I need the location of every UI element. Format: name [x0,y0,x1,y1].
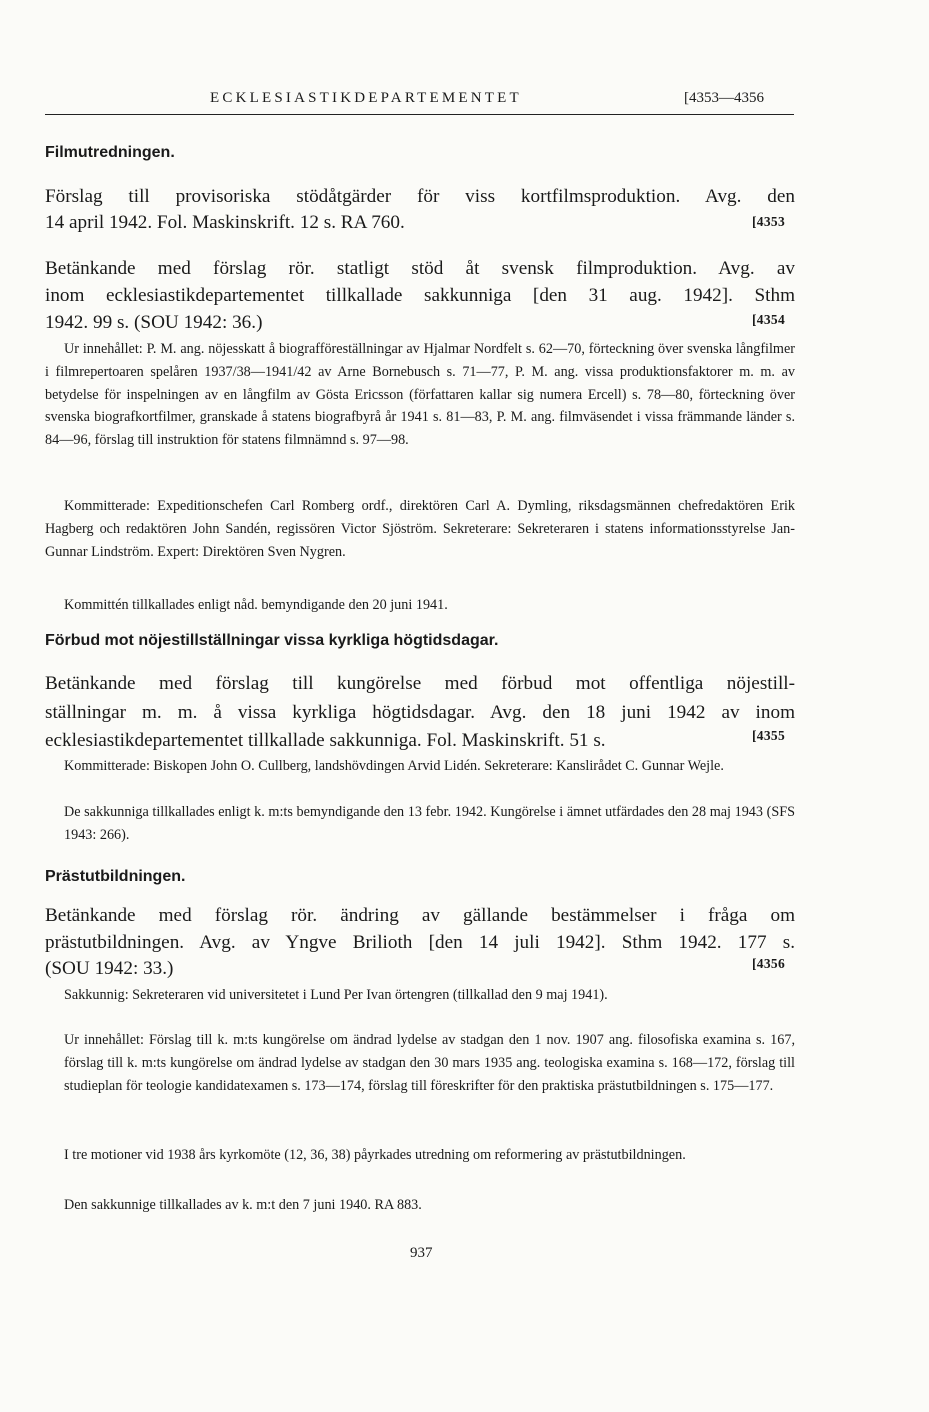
section-heading-filmutredningen: Filmutredningen. [45,144,175,161]
entry-4354-appointed: Kommittén tillkallades enligt nåd. bemyndigande den 20 juni 1941. [64,597,448,613]
page-number: 937 [410,1245,433,1261]
entry-4353-line-2: 14 april 1942. Fol. Maskinskrift. 12 s. RA 760. [45,212,405,233]
entry-number-4354: [4354 [752,312,785,327]
header-rule [45,114,794,115]
entry-4356-appointed: Den sakkunnige tillkallades av k. m:t den 7 juni 1940. RA 883. [64,1197,422,1213]
entry-number-4355: [4355 [752,728,785,743]
entry-4356-contents: Ur innehållet: Förslag till k. m:ts kungörelse om ändrad lydelse av stadgan den 1 nov. 1907 ang. filosofiska examina s. 167, förslag till k. m:ts kungörelse om ändrad lydelse av stadgan den 30 mars 1935 ang. teologiska examina s. 168—172, förslag till studieplan för teologie kandidatexamen s. 173—174, förslag till föreskrifter för den praktiska prästutbildningen s. 175—177. [64,1032,795,1094]
entry-4355-committee: Kommitterade: Biskopen John O. Cullberg, landshövdingen Arvid Lidén. Sekreterare: Kanslirådet C. Gunnar Wejle. [64,758,724,774]
entry-4356-expert: Sakkunnig: Sekreteraren vid universitetet i Lund Per Ivan örtengren (tillkallad den 9 maj 1941). [64,987,608,1003]
entry-4353-line-1: Förslag till provisoriska stödåtgärder för viss kortfilmsproduktion. Avg. den [45,186,795,207]
entry-4356-line-3: (SOU 1942: 33.) [45,958,174,979]
entry-number-4356: [4356 [752,956,785,971]
running-header-title: ECKLESIASTIKDEPARTEMENTET [210,90,522,106]
entry-4354-contents: Ur innehållet: P. M. ang. nöjesskatt å biografföreställningar av Hjalmar Nordfelt s. 62—70, förteckning över svenska långfilmer i filmrepertoaren spelåren 1937/38—1941/42 av Arne Bornebusch s. 71—77, P. M. ang. vissa produktionsfaktorer m. m. av betydelse för inspelningen av en långfilm av Gösta Ericsson (författaren kallar sig numera Ercell) s. 78—80, förteckning över svenska biografkortfilmer, granskade å statens biografbyrå år 1941 s. 81—83, P. M. ang. filmväsendet i vissa främmande länder s. 84—96, förslag till instruktion för statens filmnämnd s. 97—98. [45,341,795,449]
entry-4355-line-3: ecklesiastikdepartementet tillkallade sakkunniga. Fol. Maskinskrift. 51 s. [45,730,606,751]
running-header-entry-range: [4353—4356 [684,90,764,106]
entry-4355-appointed: De sakkunniga tillkallades enligt k. m:ts bemyndigande den 13 febr. 1942. Kungörelse i ämnet utfärdades den 28 maj 1943 (SFS 1943: 266). [64,804,795,843]
entry-4354-line-2: inom ecklesiastikdepartementet tillkallade sakkunniga [den 31 aug. 1942]. Sthm [45,285,795,306]
entry-4356-line-1: Betänkande med förslag rör. ändring av gällande bestämmelser i fråga om [45,905,795,926]
entry-4356-line-2: prästutbildningen. Avg. av Yngve Brilioth [den 14 juli 1942]. Sthm 1942. 177 s. [45,932,795,953]
section-heading-prastutbildningen: Prästutbildningen. [45,868,186,885]
entry-4356-motions: I tre motioner vid 1938 års kyrkomöte (12, 36, 38) påyrkades utredning om reformering av prästutbildningen. [64,1147,686,1163]
entry-4354-line-1: Betänkande med förslag rör. statligt stöd åt svensk filmproduktion. Avg. av [45,258,795,279]
entry-4355-line-2: ställningar m. m. å vissa kyrkliga högtidsdagar. Avg. den 18 juni 1942 av inom [45,702,795,723]
entry-4355-line-1: Betänkande med förslag till kungörelse med förbud mot offentliga nöjestill- [45,673,795,694]
section-heading-forbud: Förbud mot nöjestillställningar vissa kyrkliga högtidsdagar. [45,632,499,649]
entry-4354-committee: Kommitterade: Expeditionschefen Carl Romberg ordf., direktören Carl A. Dymling, riksdagsmännen chefredaktören Erik Hagberg och redaktören John Sandén, regissören Victor Sjöström. Sekreterare: Sekreteraren i statens informationsstyrelse Jan-Gunnar Lindström. Expert: Direktören Sven Nygren. [45,498,795,560]
entry-number-4353: [4353 [752,214,785,229]
entry-4354-line-3: 1942. 99 s. (SOU 1942: 36.) [45,312,263,333]
